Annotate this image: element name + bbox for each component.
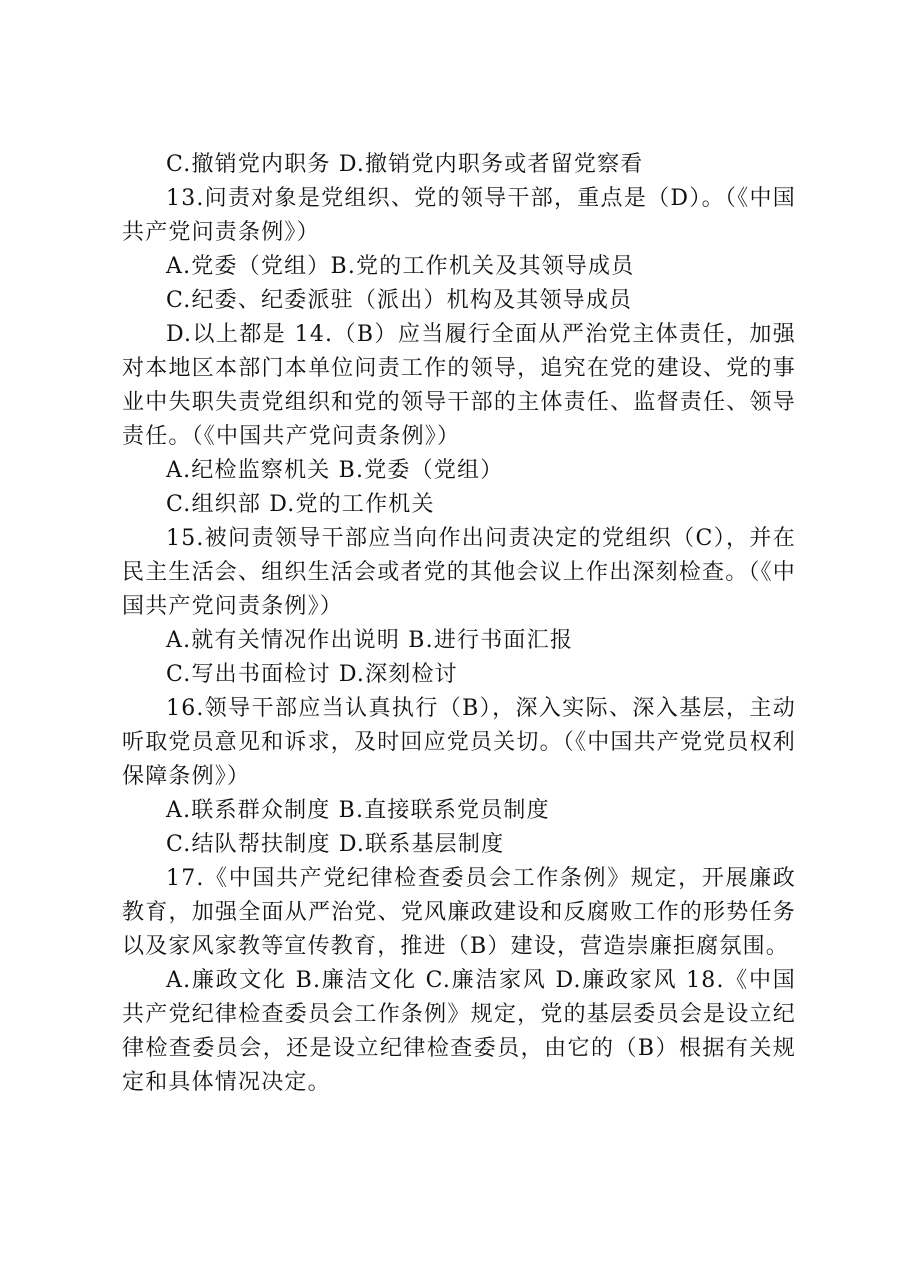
paragraph-question-15: 15.被问责领导干部应当向作出问责决定的党组织（C），并在民主生活会、组织生活会或者党的其他会议上作出深刻检查。（《中国共产党问责条例》） [122, 526, 797, 619]
paragraph-option-14ab: A.纪检监察机关 B.党委（党组） [166, 458, 504, 483]
paragraph-option-14cd: C.组织部 D.党的工作机关 [166, 492, 435, 517]
paragraph-option-13ab: A.党委（党组）B.党的工作机关及其领导成员 [166, 254, 635, 279]
paragraph-question-18: A.廉政文化 B.廉洁文化 C.廉洁家风 D.廉政家风 18.《中国共产党纪律检查委员会工作条例》规定，党的基层委员会是设立纪律检查委员会，还是设立纪律检查委员，由它的（B）根据有关规定和具体情况决定。 [122, 968, 796, 1095]
paragraph-question-13: 13.问责对象是党组织、党的领导干部，重点是（D）。（《中国共产党问责条例》） [122, 186, 796, 245]
paragraph-question-17: 17.《中国共产党纪律检查委员会工作条例》规定，开展廉政教育，加强全面从严治党、党风廉政建设和反腐败工作的形势任务以及家风家教等宣传教育，推进（B）建设，营造崇廉拒腐氛围。 [122, 866, 796, 959]
paragraph-option-16cd: C.结队帮扶制度 D.联系基层制度 [166, 832, 505, 857]
paragraph-option-15ab: A.就有关情况作出说明 B.进行书面汇报 [166, 628, 574, 653]
paragraph-option-15cd: C.写出书面检讨 D.深刻检讨 [166, 662, 458, 687]
paragraph-option-16ab: A.联系群众制度 B.直接联系党员制度 [166, 798, 550, 823]
paragraph-question-16: 16.领导干部应当认真执行（B），深入实际、深入基层，主动听取党员意见和诉求，及时回应党员关切。（《中国共产党党员权利保障条例》） [122, 696, 797, 789]
paragraph-option-12cd: C.撤销党内职务 D.撤销党内职务或者留党察看 [166, 152, 644, 177]
paragraph-option-13c: C.纪委、纪委派驻（派出）机构及其领导成员 [166, 288, 633, 313]
document-body [122, 148, 796, 1100]
paragraph-question-14: D.以上都是 14.（B）应当履行全面从严治党主体责任，加强对本地区本部门本单位问责工作的领导，追究在党的建设、党的事业中失职失责党组织和党的领导干部的主体责任、监督责任、领导责任。（《中国共产党问责条例》） [122, 322, 796, 449]
